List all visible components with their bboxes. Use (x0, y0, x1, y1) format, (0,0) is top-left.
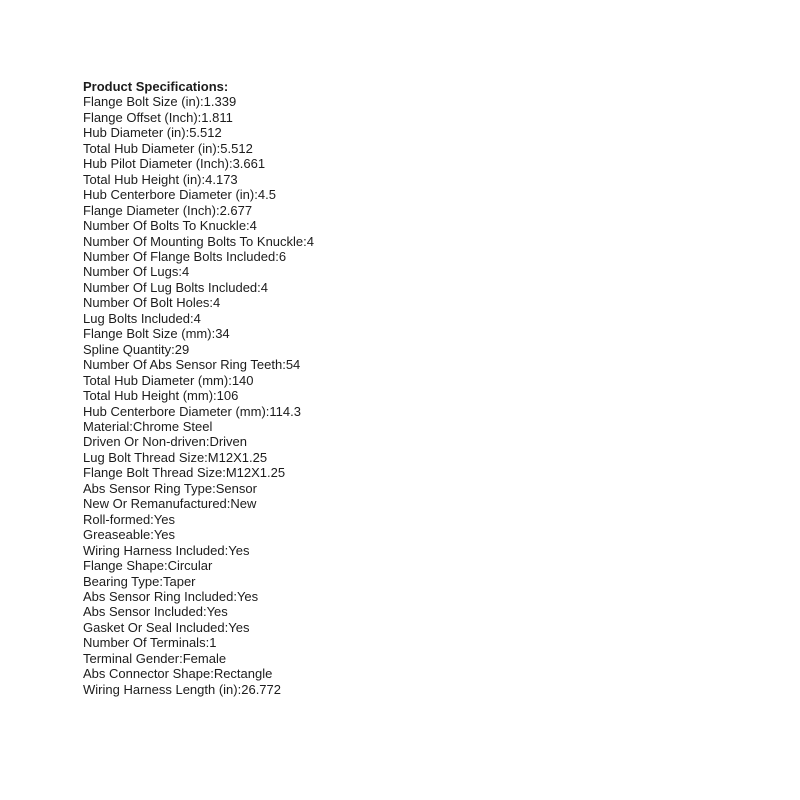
spec-label: Lug Bolt Thread Size: (83, 449, 208, 465)
spec-value: 4 (193, 310, 201, 326)
spec-line (83, 172, 314, 187)
spec-value: Yes (153, 527, 176, 543)
spec-line (83, 203, 314, 218)
spec-line (83, 481, 314, 496)
spec-line (83, 574, 314, 589)
spec-label: Flange Shape: (83, 558, 168, 574)
spec-line (83, 249, 314, 264)
spec-value: 4 (213, 295, 221, 311)
spec-line (83, 620, 314, 635)
spec-value: Yes (228, 619, 250, 635)
spec-line (83, 666, 314, 681)
spec-line (83, 311, 314, 326)
spec-label: Total Hub Diameter (in): (83, 140, 221, 156)
spec-line (83, 156, 314, 171)
spec-label: Flange Bolt Thread Size: (83, 465, 226, 481)
spec-label: Flange Bolt Size (in): (83, 94, 204, 110)
spec-line (83, 450, 314, 465)
spec-line (83, 141, 314, 156)
spec-value: 4 (249, 218, 257, 234)
spec-label: Hub Pilot Diameter (Inch): (83, 156, 233, 172)
spec-line (83, 558, 314, 573)
spec-value: 26.772 (241, 681, 281, 697)
spec-value: Sensor (215, 480, 257, 496)
spec-value: 1.339 (203, 94, 237, 110)
spec-line (83, 651, 314, 666)
spec-value: 4 (182, 264, 190, 280)
spec-value: Yes (236, 588, 259, 604)
spec-label: Roll-formed: (83, 511, 154, 527)
spec-label: Hub Diameter (in): (83, 125, 190, 141)
spec-value: 3.661 (232, 156, 266, 172)
spec-label: Flange Offset (Inch): (83, 109, 202, 125)
spec-line (83, 682, 314, 697)
spec-label: Spline Quantity: (83, 341, 175, 357)
spec-value: 4.173 (205, 171, 238, 187)
spec-value: Taper (162, 573, 196, 589)
spec-line (83, 187, 314, 202)
spec-heading: Product Specifications: (83, 79, 229, 94)
spec-value: 106 (216, 388, 239, 404)
spec-label: Wiring Harness Length (in): (83, 681, 242, 697)
spec-label: Number Of Abs Sensor Ring Teeth: (83, 357, 286, 373)
spec-value: Yes (206, 604, 228, 620)
spec-label: Number Of Terminals: (83, 635, 210, 651)
spec-line (83, 465, 314, 480)
spec-line (83, 234, 314, 249)
spec-value: M12X1.25 (225, 465, 286, 481)
spec-value: Yes (228, 542, 250, 558)
spec-label: Driven Or Non-driven: (83, 434, 210, 450)
spec-label: Abs Sensor Included: (83, 604, 207, 620)
spec-line (83, 512, 314, 527)
spec-line (83, 125, 314, 140)
spec-line (83, 496, 314, 511)
spec-list (83, 94, 314, 697)
spec-line (83, 342, 314, 357)
spec-label: Total Hub Height (in): (83, 171, 206, 187)
spec-label: Abs Sensor Ring Type: (83, 480, 216, 496)
spec-line (83, 280, 314, 295)
spec-value: Driven (209, 434, 248, 450)
spec-value: 114.3 (269, 403, 301, 419)
spec-label: Bearing Type: (83, 573, 163, 589)
spec-line (83, 264, 314, 279)
spec-line (83, 326, 314, 341)
spec-value: 34 (215, 326, 230, 342)
spec-value: Chrome Steel (132, 418, 213, 434)
spec-value: 140 (231, 372, 254, 388)
spec-line (83, 419, 314, 434)
spec-line (83, 604, 314, 619)
spec-label: Abs Connector Shape: (83, 666, 214, 682)
spec-label: Number Of Bolt Holes: (83, 295, 214, 311)
spec-line (83, 94, 314, 109)
spec-line (83, 218, 314, 233)
spec-label: Greaseable: (83, 527, 154, 543)
spec-line (83, 434, 314, 449)
spec-label: Total Hub Height (mm): (83, 388, 217, 404)
spec-label: Wiring Harness Included: (83, 542, 229, 558)
spec-line (83, 357, 314, 372)
spec-line (83, 388, 314, 403)
spec-value: 5.512 (220, 140, 253, 156)
spec-label: New Or Remanufactured: (83, 496, 231, 512)
spec-value: 4.5 (257, 187, 276, 203)
spec-value: Yes (153, 511, 176, 527)
spec-value: 2.677 (219, 202, 253, 218)
spec-value: 1 (209, 635, 217, 651)
spec-label: Terminal Gender: (83, 650, 183, 666)
spec-line (83, 110, 314, 125)
spec-label: Number Of Mounting Bolts To Knuckle: (83, 233, 307, 249)
spec-value: 4 (260, 279, 268, 295)
spec-line (83, 373, 314, 388)
spec-value: 29 (174, 341, 190, 357)
spec-sheet (83, 79, 314, 697)
spec-label: Flange Diameter (Inch): (83, 202, 220, 218)
spec-label: Hub Centerbore Diameter (in): (83, 187, 258, 203)
spec-line (83, 589, 314, 604)
spec-value: 1.811 (201, 109, 233, 125)
spec-label: Material: (83, 418, 133, 434)
spec-label: Lug Bolts Included: (83, 310, 194, 326)
spec-line (83, 404, 314, 419)
spec-line (83, 295, 314, 310)
spec-label: Number Of Flange Bolts Included: (83, 248, 279, 264)
spec-label: Number Of Lugs: (83, 264, 182, 280)
spec-value: M12X1.25 (207, 449, 268, 465)
spec-label: Gasket Or Seal Included: (83, 619, 229, 635)
spec-line (83, 635, 314, 650)
spec-label: Number Of Lug Bolts Included: (83, 279, 261, 295)
spec-value: Female (182, 650, 227, 666)
spec-label: Hub Centerbore Diameter (mm): (83, 403, 270, 419)
spec-label: Number Of Bolts To Knuckle: (83, 218, 250, 234)
spec-value: Rectangle (213, 666, 273, 682)
spec-value: 6 (278, 248, 287, 264)
spec-value: Circular (167, 558, 213, 574)
spec-value: New (230, 496, 257, 512)
spec-label: Abs Sensor Ring Included: (83, 588, 237, 604)
spec-label: Total Hub Diameter (mm): (83, 372, 232, 388)
spec-line (83, 527, 314, 542)
spec-label: Flange Bolt Size (mm): (83, 326, 216, 342)
spec-value: 5.512 (189, 125, 222, 141)
spec-value: 4 (306, 233, 314, 249)
spec-line (83, 543, 314, 558)
spec-value: 54 (285, 357, 301, 373)
